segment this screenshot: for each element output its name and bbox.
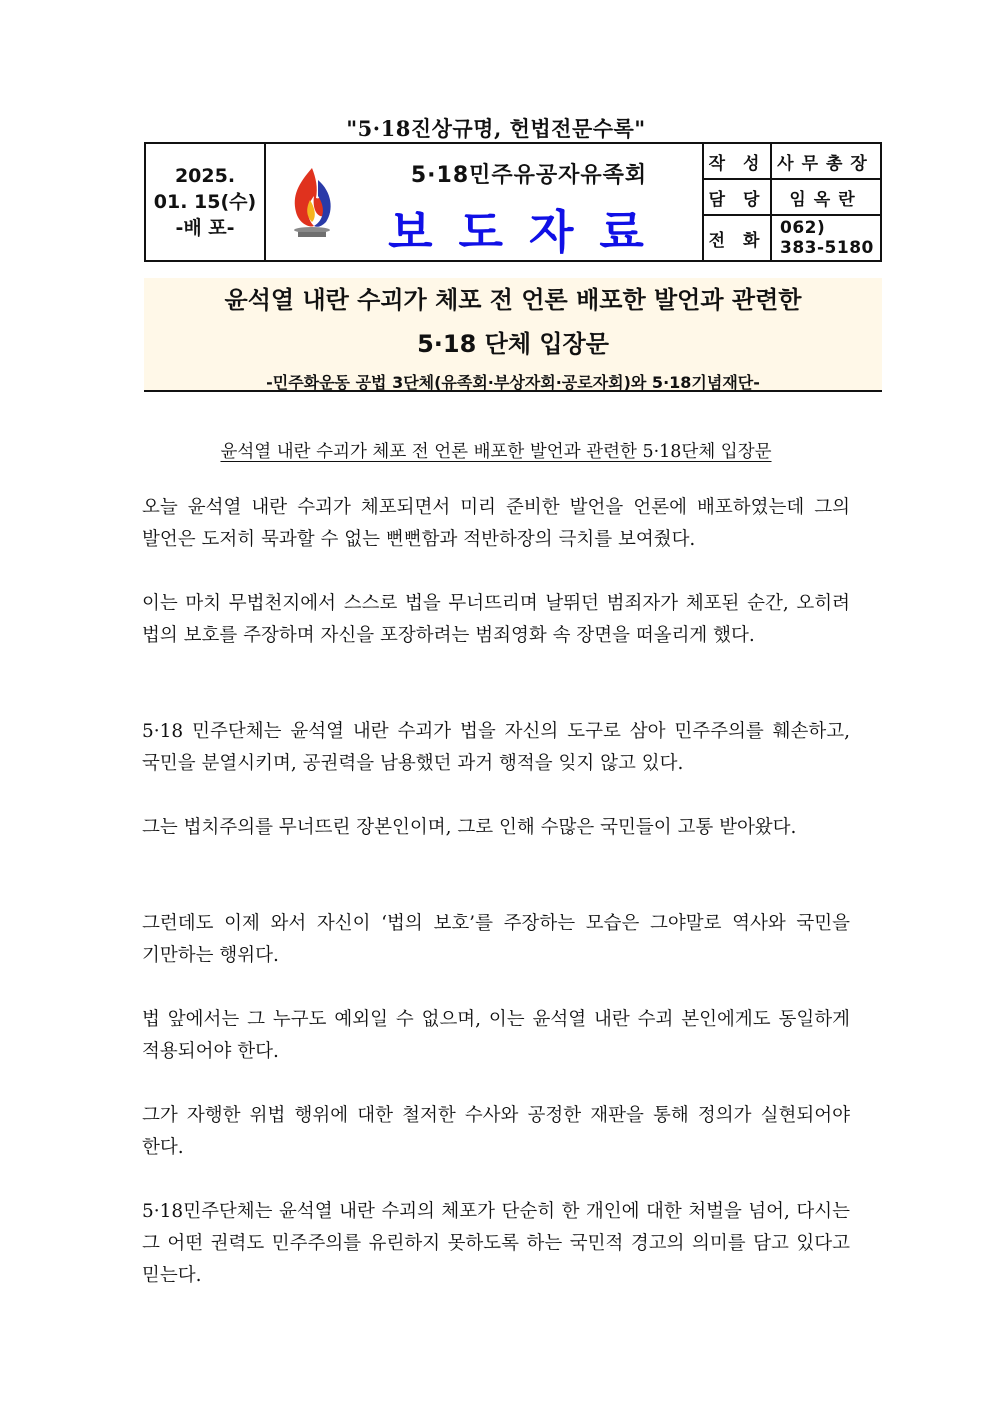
paragraph-8: 5·18민주단체는 윤석열 내란 수괴의 체포가 단순히 한 개인에 대한 처벌을 넘어, 다시는 그 어떤 권력도 민주주의를 유린하지 못하도록 하는 국민적 경고의 의미를 담고 있다고 믿는다. (142, 1201, 850, 1286)
release-year: 2025. (174, 165, 236, 187)
paragraph-7: 그가 자행한 위법 행위에 대한 철저한 수사와 공정한 재판을 통해 정의가 실현되어야 한다. (142, 1105, 850, 1158)
paragraph-1: 오늘 윤석열 내란 수괴가 체포되면서 미리 준비한 발언을 언론에 배포하였는데 그의 발언은 도저히 묵과할 수 없는 뻔뻔함과 적반하장의 극치를 보여줬다. (142, 497, 850, 550)
flame-logo-icon (288, 166, 336, 242)
statement-title: 윤석열 내란 수괴가 체포 전 언론 배포한 발언과 관련한 5·18단체 입장문 (220, 442, 772, 462)
phone-row (704, 216, 880, 260)
headline-line-2: 5·18 단체 입장문 (417, 330, 609, 358)
paragraph-3: 5·18 민주단체는 윤석열 내란 수괴가 법을 자신의 도구로 삼아 민주주의를 훼손하고, 국민을 분열시키며, 공권력을 남용했던 과거 행적을 잊지 않고 있다. (142, 721, 850, 774)
phone-area-code: 062) (780, 218, 826, 238)
statement-title-wrap (0, 438, 992, 463)
contact-cell (704, 144, 880, 260)
slogan: "5·18진상규명, 헌법전문수록" (346, 116, 646, 141)
title-cell (266, 144, 704, 260)
phone-number: 383-5180 (780, 238, 874, 258)
press-release-header (144, 142, 882, 262)
paragraph-5: 그런데도 이제 와서 자신이 ‘법의 보호’를 주장하는 모습은 그야말로 역사와 국민을 기만하는 행위다. (142, 913, 850, 966)
paragraph-2: 이는 마치 무법천지에서 스스로 법을 무너뜨리며 날뛰던 범죄자가 체포된 순간, 오히려 법의 보호를 주장하며 자신을 포장하려는 범죄영화 속 장면을 떠올리게 했다. (142, 593, 850, 646)
headline-line-1: 윤석열 내란 수괴가 체포 전 언론 배포한 발언과 관련한 (224, 286, 802, 314)
manager-value: 임옥란 (789, 189, 863, 210)
manager-row (704, 180, 880, 216)
release-date: 01. 15(수) (153, 191, 257, 213)
manager-label: 담 당 (704, 180, 772, 214)
organization-name: 5·18민주유공자유족회 (410, 163, 648, 188)
paragraph-4: 그는 법치주의를 무너뜨린 장본인이며, 그로 인해 수많은 국민들이 고통 받아왔다. (142, 817, 797, 838)
headline-box (144, 278, 882, 392)
paragraph-6: 법 앞에서는 그 누구도 예외일 수 없으며, 이는 윤석열 내란 수괴 본인에게도 동일하게 적용되어야 한다. (142, 1009, 850, 1062)
author-label: 작 성 (704, 144, 772, 178)
distribution-label: -배 포- (175, 217, 235, 239)
phone-value (772, 216, 880, 260)
document-type: 보도자료 (388, 205, 670, 259)
author-value: 사무총장 (777, 153, 875, 174)
date-cell (146, 144, 266, 260)
author-row (704, 144, 880, 180)
headline-subtitle: -민주화운동 공법 3단체(유족회·부상자회·공로자회)와 5·18기념재단- (266, 373, 760, 392)
phone-label: 전 화 (704, 216, 772, 260)
